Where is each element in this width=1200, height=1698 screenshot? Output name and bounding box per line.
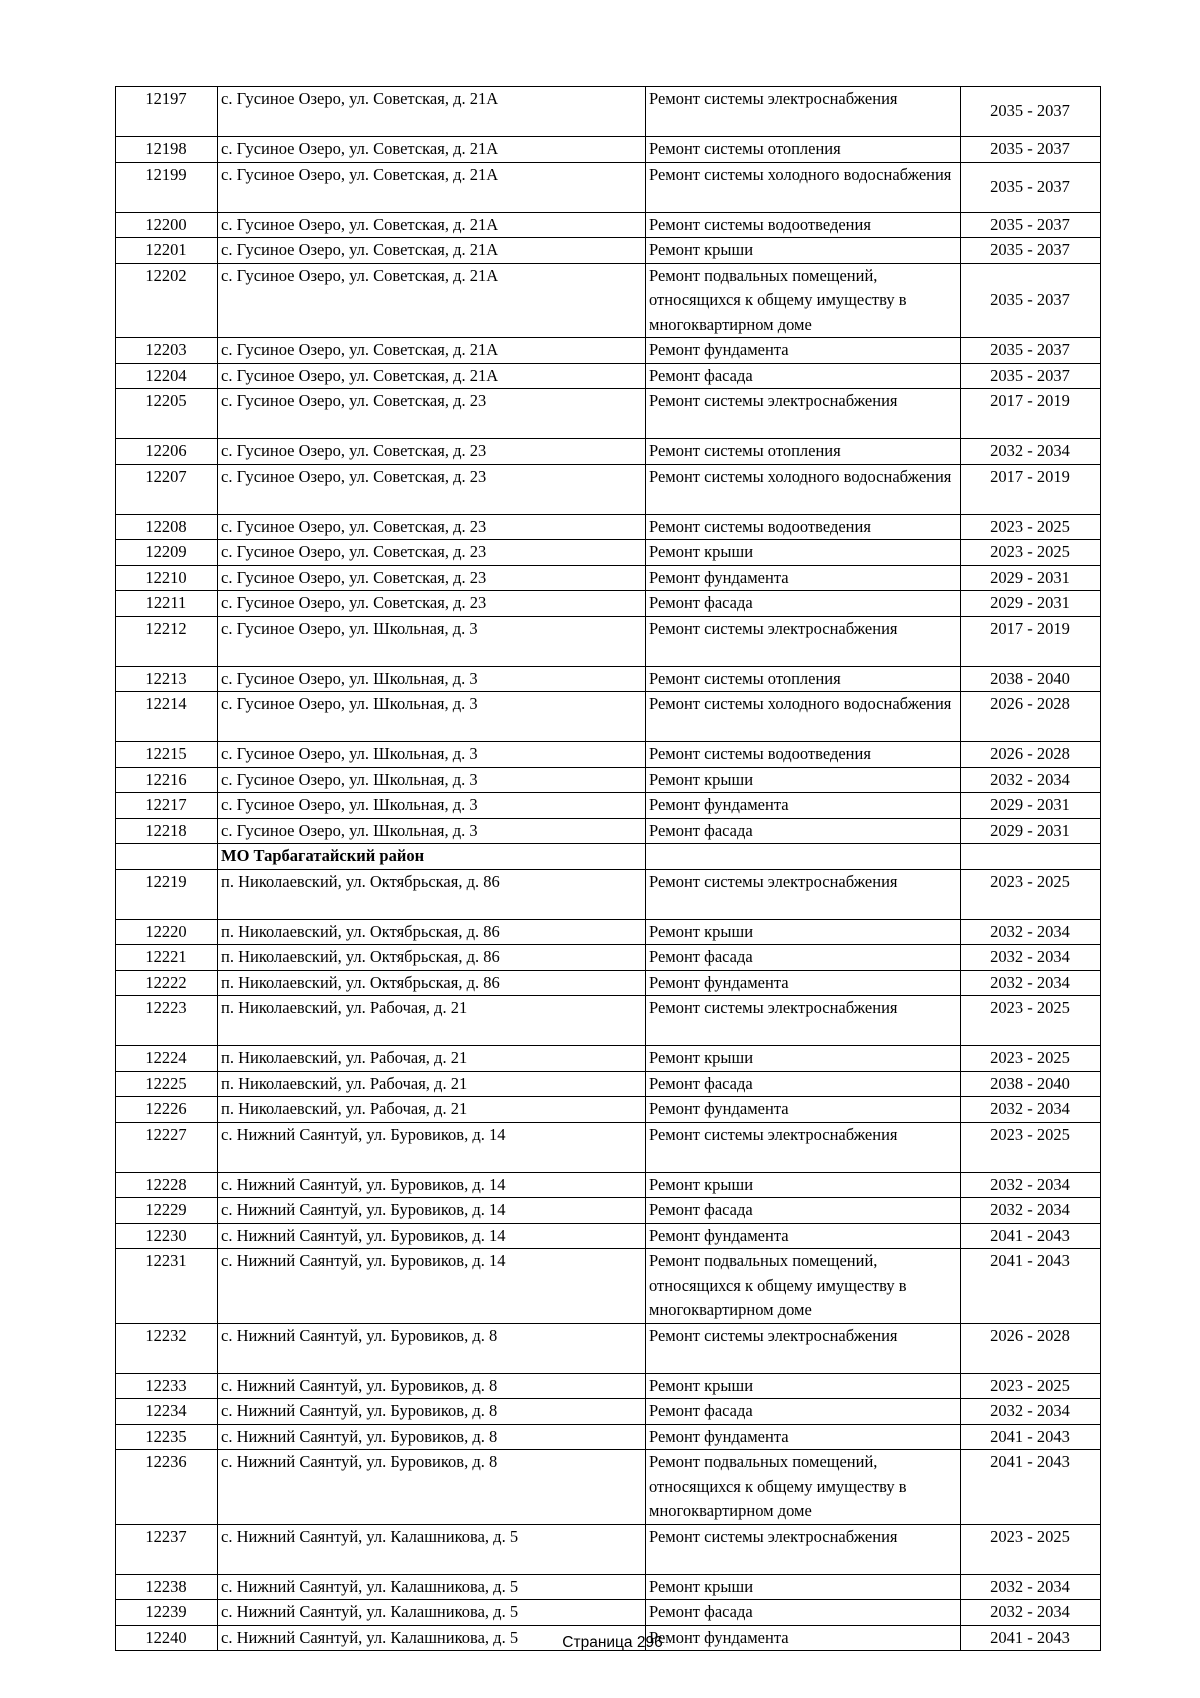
- row-number: 12197: [116, 87, 218, 137]
- row-number: 12230: [116, 1223, 218, 1249]
- row-number: 12217: [116, 793, 218, 819]
- table-row: [116, 970, 1101, 996]
- table-row: [116, 238, 1101, 264]
- row-number: 12228: [116, 1172, 218, 1198]
- table-row: [116, 1323, 1101, 1373]
- address-cell: с. Гусиное Озеро, ул. Советская, д. 21А: [218, 338, 646, 364]
- period-cell: 2029 - 2031: [961, 818, 1101, 844]
- work-type-cell: Ремонт фундамента: [646, 1223, 961, 1249]
- row-number: 12227: [116, 1122, 218, 1172]
- work-type-cell: Ремонт фундамента: [646, 1625, 961, 1651]
- table-row: [116, 565, 1101, 591]
- address-cell: с. Гусиное Озеро, ул. Советская, д. 21А: [218, 87, 646, 137]
- row-number: 12226: [116, 1097, 218, 1123]
- period-cell: 2035 - 2037: [961, 162, 1101, 212]
- table-row: [116, 1424, 1101, 1450]
- period-cell: 2032 - 2034: [961, 1172, 1101, 1198]
- period-cell: [961, 844, 1101, 870]
- period-cell: 2029 - 2031: [961, 591, 1101, 617]
- address-cell: с. Гусиное Озеро, ул. Школьная, д. 3: [218, 616, 646, 666]
- period-cell: 2026 - 2028: [961, 1323, 1101, 1373]
- address-cell: с. Гусиное Озеро, ул. Советская, д. 21А: [218, 263, 646, 338]
- row-number: 12224: [116, 1046, 218, 1072]
- period-cell: 2023 - 2025: [961, 540, 1101, 566]
- row-number: 12207: [116, 464, 218, 514]
- work-type-cell: Ремонт системы отопления: [646, 439, 961, 465]
- table-body: [116, 87, 1101, 1651]
- period-cell: 2023 - 2025: [961, 1046, 1101, 1072]
- address-cell: с. Гусиное Озеро, ул. Советская, д. 21А: [218, 238, 646, 264]
- work-type-cell: Ремонт системы электроснабжения: [646, 87, 961, 137]
- work-type-cell: Ремонт системы водоотведения: [646, 514, 961, 540]
- work-type-cell: Ремонт фундамента: [646, 1424, 961, 1450]
- address-cell: с. Гусиное Озеро, ул. Советская, д. 23: [218, 464, 646, 514]
- period-cell: 2032 - 2034: [961, 1198, 1101, 1224]
- row-number: 12223: [116, 996, 218, 1046]
- address-cell: с. Гусиное Озеро, ул. Советская, д. 21А: [218, 363, 646, 389]
- table-row: [116, 1223, 1101, 1249]
- work-type-cell: Ремонт фасада: [646, 1071, 961, 1097]
- row-number: 12234: [116, 1399, 218, 1425]
- table-row: [116, 137, 1101, 163]
- period-cell: 2023 - 2025: [961, 1524, 1101, 1574]
- address-cell: с. Гусиное Озеро, ул. Школьная, д. 3: [218, 666, 646, 692]
- address-cell: с. Нижний Саянтуй, ул. Буровиков, д. 8: [218, 1424, 646, 1450]
- address-cell: с. Нижний Саянтуй, ул. Калашникова, д. 5: [218, 1524, 646, 1574]
- address-cell: с. Нижний Саянтуй, ул. Калашникова, д. 5: [218, 1600, 646, 1626]
- address-cell: п. Николаевский, ул. Октябрьская, д. 86: [218, 869, 646, 919]
- table-row: [116, 742, 1101, 768]
- period-cell: 2035 - 2037: [961, 137, 1101, 163]
- work-type-cell: Ремонт подвальных помещений, относящихся к общему имуществу в многоквартирном доме: [646, 263, 961, 338]
- row-number: 12236: [116, 1450, 218, 1525]
- table-row: [116, 1172, 1101, 1198]
- row-number: 12221: [116, 945, 218, 971]
- address-cell: с. Нижний Саянтуй, ул. Буровиков, д. 8: [218, 1323, 646, 1373]
- period-cell: 2041 - 2043: [961, 1625, 1101, 1651]
- table-row: [116, 818, 1101, 844]
- address-cell: с. Нижний Саянтуй, ул. Буровиков, д. 8: [218, 1373, 646, 1399]
- period-cell: 2032 - 2034: [961, 1574, 1101, 1600]
- work-type-cell: Ремонт крыши: [646, 919, 961, 945]
- table-row: [116, 540, 1101, 566]
- work-type-cell: Ремонт фундамента: [646, 565, 961, 591]
- row-number: 12231: [116, 1249, 218, 1324]
- address-cell: п. Николаевский, ул. Октябрьская, д. 86: [218, 970, 646, 996]
- work-type-cell: Ремонт фасада: [646, 818, 961, 844]
- period-cell: 2023 - 2025: [961, 1373, 1101, 1399]
- table-row: [116, 692, 1101, 742]
- table-row: [116, 1097, 1101, 1123]
- work-type-cell: Ремонт системы водоотведения: [646, 742, 961, 768]
- address-cell: п. Николаевский, ул. Октябрьская, д. 86: [218, 919, 646, 945]
- address-cell: с. Нижний Саянтуй, ул. Буровиков, д. 14: [218, 1122, 646, 1172]
- row-number: 12202: [116, 263, 218, 338]
- period-cell: 2017 - 2019: [961, 464, 1101, 514]
- period-cell: 2041 - 2043: [961, 1424, 1101, 1450]
- row-number: 12206: [116, 439, 218, 465]
- row-number: 12215: [116, 742, 218, 768]
- work-type-cell: Ремонт крыши: [646, 1574, 961, 1600]
- table-row: [116, 389, 1101, 439]
- capital-repair-table: [115, 86, 1101, 1651]
- row-number: 12233: [116, 1373, 218, 1399]
- row-number: 12208: [116, 514, 218, 540]
- address-cell: п. Николаевский, ул. Октябрьская, д. 86: [218, 945, 646, 971]
- period-cell: 2035 - 2037: [961, 363, 1101, 389]
- work-type-cell: Ремонт крыши: [646, 540, 961, 566]
- address-cell: с. Гусиное Озеро, ул. Школьная, д. 3: [218, 818, 646, 844]
- period-cell: 2032 - 2034: [961, 1399, 1101, 1425]
- work-type-cell: Ремонт системы холодного водоснабжения: [646, 162, 961, 212]
- address-cell: с. Нижний Саянтуй, ул. Буровиков, д. 8: [218, 1399, 646, 1425]
- table-row: [116, 1600, 1101, 1626]
- period-cell: 2029 - 2031: [961, 793, 1101, 819]
- table-row: [116, 767, 1101, 793]
- table-row: [116, 919, 1101, 945]
- table-row: [116, 616, 1101, 666]
- work-type-cell: Ремонт системы отопления: [646, 666, 961, 692]
- period-cell: 2035 - 2037: [961, 212, 1101, 238]
- period-cell: 2029 - 2031: [961, 565, 1101, 591]
- work-type-cell: Ремонт системы электроснабжения: [646, 1524, 961, 1574]
- period-cell: 2026 - 2028: [961, 742, 1101, 768]
- address-cell: с. Гусиное Озеро, ул. Советская, д. 21А: [218, 162, 646, 212]
- period-cell: 2038 - 2040: [961, 1071, 1101, 1097]
- period-cell: 2032 - 2034: [961, 439, 1101, 465]
- period-cell: 2023 - 2025: [961, 514, 1101, 540]
- address-cell: с. Гусиное Озеро, ул. Советская, д. 23: [218, 389, 646, 439]
- row-number: 12214: [116, 692, 218, 742]
- work-type-cell: Ремонт крыши: [646, 1046, 961, 1072]
- table-row: [116, 363, 1101, 389]
- period-cell: 2032 - 2034: [961, 970, 1101, 996]
- table-row: [116, 338, 1101, 364]
- address-cell: п. Николаевский, ул. Рабочая, д. 21: [218, 1097, 646, 1123]
- work-type-cell: Ремонт системы отопления: [646, 137, 961, 163]
- period-cell: 2032 - 2034: [961, 945, 1101, 971]
- table-row: [116, 1399, 1101, 1425]
- table-row: [116, 1524, 1101, 1574]
- table-row: [116, 1373, 1101, 1399]
- table-row: [116, 514, 1101, 540]
- address-cell: с. Нижний Саянтуй, ул. Буровиков, д. 14: [218, 1249, 646, 1324]
- row-number: 12238: [116, 1574, 218, 1600]
- table-row: [116, 1450, 1101, 1525]
- address-cell: с. Гусиное Озеро, ул. Советская, д. 21А: [218, 137, 646, 163]
- table-row: [116, 439, 1101, 465]
- row-number: 12204: [116, 363, 218, 389]
- row-number: 12198: [116, 137, 218, 163]
- address-cell: с. Гусиное Озеро, ул. Школьная, д. 3: [218, 742, 646, 768]
- row-number: 12232: [116, 1323, 218, 1373]
- row-number: 12237: [116, 1524, 218, 1574]
- period-cell: 2032 - 2034: [961, 767, 1101, 793]
- row-number: 12203: [116, 338, 218, 364]
- row-number: 12219: [116, 869, 218, 919]
- work-type-cell: Ремонт крыши: [646, 767, 961, 793]
- table-row: [116, 793, 1101, 819]
- work-type-cell: Ремонт крыши: [646, 238, 961, 264]
- row-number: [116, 844, 218, 870]
- table-row: [116, 1249, 1101, 1324]
- period-cell: 2035 - 2037: [961, 87, 1101, 137]
- work-type-cell: Ремонт подвальных помещений, относящихся к общему имуществу в многоквартирном доме: [646, 1450, 961, 1525]
- row-number: 12200: [116, 212, 218, 238]
- address-cell: с. Нижний Саянтуй, ул. Калашникова, д. 5: [218, 1625, 646, 1651]
- work-type-cell: Ремонт фундамента: [646, 1097, 961, 1123]
- work-type-cell: Ремонт крыши: [646, 1373, 961, 1399]
- row-number: 12210: [116, 565, 218, 591]
- address-cell: с. Нижний Саянтуй, ул. Буровиков, д. 14: [218, 1223, 646, 1249]
- row-number: 12209: [116, 540, 218, 566]
- period-cell: 2026 - 2028: [961, 692, 1101, 742]
- row-number: 12212: [116, 616, 218, 666]
- row-number: 12213: [116, 666, 218, 692]
- row-number: 12201: [116, 238, 218, 264]
- period-cell: 2041 - 2043: [961, 1249, 1101, 1324]
- period-cell: 2032 - 2034: [961, 919, 1101, 945]
- work-type-cell: Ремонт фасада: [646, 945, 961, 971]
- address-cell: с. Гусиное Озеро, ул. Школьная, д. 3: [218, 793, 646, 819]
- row-number: 12216: [116, 767, 218, 793]
- work-type-cell: Ремонт системы электроснабжения: [646, 389, 961, 439]
- work-type-cell: Ремонт системы электроснабжения: [646, 1323, 961, 1373]
- address-cell: с. Гусиное Озеро, ул. Советская, д. 23: [218, 565, 646, 591]
- row-number: 12222: [116, 970, 218, 996]
- table-row: [116, 1198, 1101, 1224]
- period-cell: 2017 - 2019: [961, 389, 1101, 439]
- work-type-cell: Ремонт системы водоотведения: [646, 212, 961, 238]
- period-cell: 2035 - 2037: [961, 263, 1101, 338]
- period-cell: 2017 - 2019: [961, 616, 1101, 666]
- row-number: 12235: [116, 1424, 218, 1450]
- period-cell: 2035 - 2037: [961, 238, 1101, 264]
- work-type-cell: Ремонт системы электроснабжения: [646, 869, 961, 919]
- address-cell: с. Гусиное Озеро, ул. Школьная, д. 3: [218, 767, 646, 793]
- table-row: [116, 1574, 1101, 1600]
- row-number: 12225: [116, 1071, 218, 1097]
- period-cell: 2038 - 2040: [961, 666, 1101, 692]
- address-cell: с. Гусиное Озеро, ул. Советская, д. 23: [218, 540, 646, 566]
- row-number: 12218: [116, 818, 218, 844]
- table-row: [116, 996, 1101, 1046]
- address-cell: с. Гусиное Озеро, ул. Советская, д. 23: [218, 591, 646, 617]
- work-type-cell: Ремонт фасада: [646, 591, 961, 617]
- table-row: [116, 464, 1101, 514]
- address-cell: п. Николаевский, ул. Рабочая, д. 21: [218, 996, 646, 1046]
- work-type-cell: Ремонт системы холодного водоснабжения: [646, 464, 961, 514]
- period-cell: 2023 - 2025: [961, 869, 1101, 919]
- work-type-cell: Ремонт системы электроснабжения: [646, 616, 961, 666]
- table-row: [116, 591, 1101, 617]
- row-number: 12220: [116, 919, 218, 945]
- address-cell: с. Нижний Саянтуй, ул. Калашникова, д. 5: [218, 1574, 646, 1600]
- work-type-cell: Ремонт фасада: [646, 363, 961, 389]
- work-type-cell: Ремонт фундамента: [646, 970, 961, 996]
- table-row: [116, 263, 1101, 338]
- table-row: [116, 869, 1101, 919]
- period-cell: 2032 - 2034: [961, 1600, 1101, 1626]
- row-number: 12205: [116, 389, 218, 439]
- work-type-cell: Ремонт фасада: [646, 1198, 961, 1224]
- row-number: 12211: [116, 591, 218, 617]
- work-type-cell: Ремонт фундамента: [646, 793, 961, 819]
- work-type-cell: Ремонт крыши: [646, 1172, 961, 1198]
- page-number: Страница 296: [562, 1634, 663, 1651]
- period-cell: 2041 - 2043: [961, 1223, 1101, 1249]
- row-number: 12240: [116, 1625, 218, 1651]
- row-number: 12229: [116, 1198, 218, 1224]
- table-row: [116, 945, 1101, 971]
- work-type-cell: Ремонт фундамента: [646, 338, 961, 364]
- period-cell: 2032 - 2034: [961, 1097, 1101, 1123]
- work-type-cell: Ремонт системы холодного водоснабжения: [646, 692, 961, 742]
- row-number: 12199: [116, 162, 218, 212]
- table-row: [116, 87, 1101, 137]
- table-row: [116, 212, 1101, 238]
- work-type-cell: [646, 844, 961, 870]
- table-row: [116, 666, 1101, 692]
- work-type-cell: Ремонт системы электроснабжения: [646, 1122, 961, 1172]
- section-title: МО Тарбагатайский район: [218, 844, 646, 870]
- table-row: [116, 1046, 1101, 1072]
- table-row: [116, 1071, 1101, 1097]
- period-cell: 2035 - 2037: [961, 338, 1101, 364]
- work-type-cell: Ремонт системы электроснабжения: [646, 996, 961, 1046]
- address-cell: с. Нижний Саянтуй, ул. Буровиков, д. 8: [218, 1450, 646, 1525]
- period-cell: 2023 - 2025: [961, 996, 1101, 1046]
- address-cell: с. Нижний Саянтуй, ул. Буровиков, д. 14: [218, 1198, 646, 1224]
- period-cell: 2023 - 2025: [961, 1122, 1101, 1172]
- period-cell: 2041 - 2043: [961, 1450, 1101, 1525]
- address-cell: п. Николаевский, ул. Рабочая, д. 21: [218, 1071, 646, 1097]
- address-cell: с. Нижний Саянтуй, ул. Буровиков, д. 14: [218, 1172, 646, 1198]
- section-header-row: [116, 844, 1101, 870]
- work-type-cell: Ремонт фасада: [646, 1399, 961, 1425]
- address-cell: с. Гусиное Озеро, ул. Школьная, д. 3: [218, 692, 646, 742]
- table-row: [116, 1122, 1101, 1172]
- row-number: 12239: [116, 1600, 218, 1626]
- table-row: [116, 162, 1101, 212]
- address-cell: с. Гусиное Озеро, ул. Советская, д. 23: [218, 514, 646, 540]
- address-cell: п. Николаевский, ул. Рабочая, д. 21: [218, 1046, 646, 1072]
- address-cell: с. Гусиное Озеро, ул. Советская, д. 21А: [218, 212, 646, 238]
- work-type-cell: Ремонт подвальных помещений, относящихся к общему имуществу в многоквартирном доме: [646, 1249, 961, 1324]
- work-type-cell: Ремонт фасада: [646, 1600, 961, 1626]
- address-cell: с. Гусиное Озеро, ул. Советская, д. 23: [218, 439, 646, 465]
